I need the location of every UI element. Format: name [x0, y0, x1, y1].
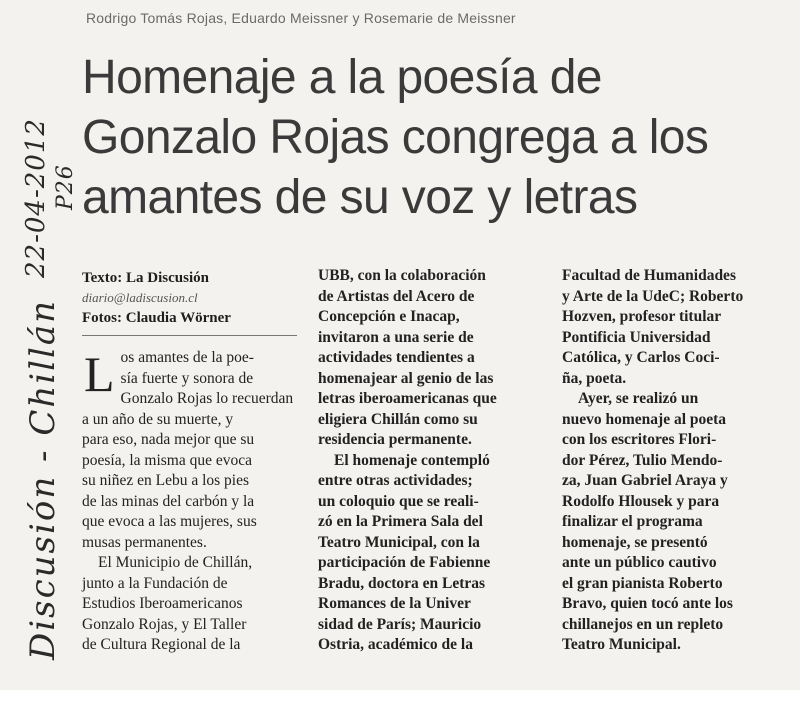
scan-margin	[0, 690, 800, 715]
text-line: sía fuerte y sonora de	[120, 369, 254, 387]
byline-photo-credit: Fotos: Claudia Wörner	[82, 310, 231, 326]
text-line: letras iberoamericanas que	[318, 390, 497, 407]
text-line: UBB, con la colaboración	[318, 267, 486, 284]
text-line: el gran pianista Roberto	[562, 574, 723, 592]
text-line: para eso, nada mejor que su	[82, 431, 255, 448]
text-line: chillanejos en un repleto	[562, 615, 724, 633]
text-line: nuevo homenaje al poeta	[562, 410, 727, 428]
text-line: de Artistas del Acero de	[318, 287, 475, 305]
drop-cap: L	[84, 346, 115, 402]
text-line: Teatro Municipal, con la	[318, 533, 480, 551]
text-line: eligiera Chillán como su	[318, 410, 478, 428]
text-line: Ostria, académico de la	[318, 636, 473, 653]
headline	[82, 48, 782, 228]
text-line: os amantes de la poe-	[120, 349, 254, 366]
text-line: zó en la Primera Sala del	[318, 513, 483, 530]
text-line: entre otras actividades;	[318, 472, 473, 489]
article-column-1	[82, 348, 300, 656]
text-line: El homenaje contempló	[334, 451, 490, 469]
handwritten-source: Discusión - Chillán	[23, 298, 63, 660]
text-line: un coloquio que se reali-	[318, 492, 479, 510]
handwritten-annotation	[17, 80, 78, 680]
text-line: de Cultura Regional de la	[82, 636, 241, 653]
text-line: dor Pérez, Tulio Mendo-	[562, 451, 723, 469]
text-line: ante un público cautivo	[562, 554, 717, 571]
byline-email: diario@ladiscusion.cl	[82, 290, 198, 305]
text-line: Católica, y Carlos Coci-	[562, 349, 720, 366]
photo-caption: Rodrigo Tomás Rojas, Eduardo Meissner y Rosemarie de Meissner	[86, 10, 516, 26]
text-line: Facultad de Humanidades	[562, 267, 736, 284]
text-line: Pontificia Universidad	[562, 328, 711, 346]
text-line: que evoca a las mujeres, sus	[82, 513, 257, 530]
text-line: Gonzalo Rojas lo recuerdan	[120, 390, 294, 407]
text-line: su niñez en Lebu a los pies	[82, 472, 250, 489]
text-line: finalizar el programa	[562, 513, 703, 530]
text-line: Teatro Municipal.	[562, 636, 681, 653]
text-line: Rodolfo Hlousek y para	[562, 492, 720, 510]
byline-text-credit: Texto: La Discusión	[82, 270, 209, 286]
text-line: musas permanentes.	[82, 533, 207, 551]
text-line: Bradu, doctora en Letras	[318, 574, 486, 592]
text-line: a un año de su muerte, y	[82, 410, 234, 428]
text-line: invitaron a una serie de	[318, 328, 474, 346]
article-column-2	[318, 266, 540, 656]
text-line: poesía, la misma que evoca	[82, 451, 253, 469]
text-line: Romances de la Univer	[318, 595, 471, 612]
text-line: ña, poeta.	[562, 369, 627, 387]
text-line: residencia permanente.	[318, 431, 472, 448]
text-line: Concepción e Inacap,	[318, 308, 460, 325]
text-line: Bravo, quien tocó ante los	[562, 595, 733, 612]
headline-line: Homenaje a la poesía de	[82, 51, 602, 104]
article-column-3	[562, 266, 784, 656]
text-line: Estudios Iberoamericanos	[82, 595, 243, 612]
text-line: Ayer, se realizó un	[578, 390, 699, 407]
text-line: actividades tendientes a	[318, 349, 475, 366]
text-line: za, Juan Gabriel Araya y	[562, 472, 728, 489]
handwritten-date: 22-04-2012	[21, 118, 51, 278]
handwritten-page: P26	[53, 164, 78, 210]
headline-line: Gonzalo Rojas congrega a los	[82, 111, 709, 164]
headline-line: amantes de su voz y letras	[82, 171, 638, 224]
text-line: El Municipio de Chillán,	[98, 554, 253, 571]
text-line: Hozven, profesor titular	[562, 308, 722, 325]
text-line: junto a la Fundación de	[82, 574, 228, 592]
byline-divider	[82, 335, 297, 336]
byline	[82, 268, 302, 328]
text-line: con los escritores Flori-	[562, 431, 717, 448]
text-line: y Arte de la UdeC; Roberto	[562, 287, 744, 305]
text-line: de las minas del carbón y la	[82, 492, 255, 510]
text-line: participación de Fabienne	[318, 554, 491, 571]
text-line: sidad de París; Mauricio	[318, 615, 482, 633]
text-line: homenaje, se presentó	[562, 533, 708, 551]
text-line: Gonzalo Rojas, y El Taller	[82, 615, 247, 633]
text-line: homenajear al genio de las	[318, 369, 494, 387]
